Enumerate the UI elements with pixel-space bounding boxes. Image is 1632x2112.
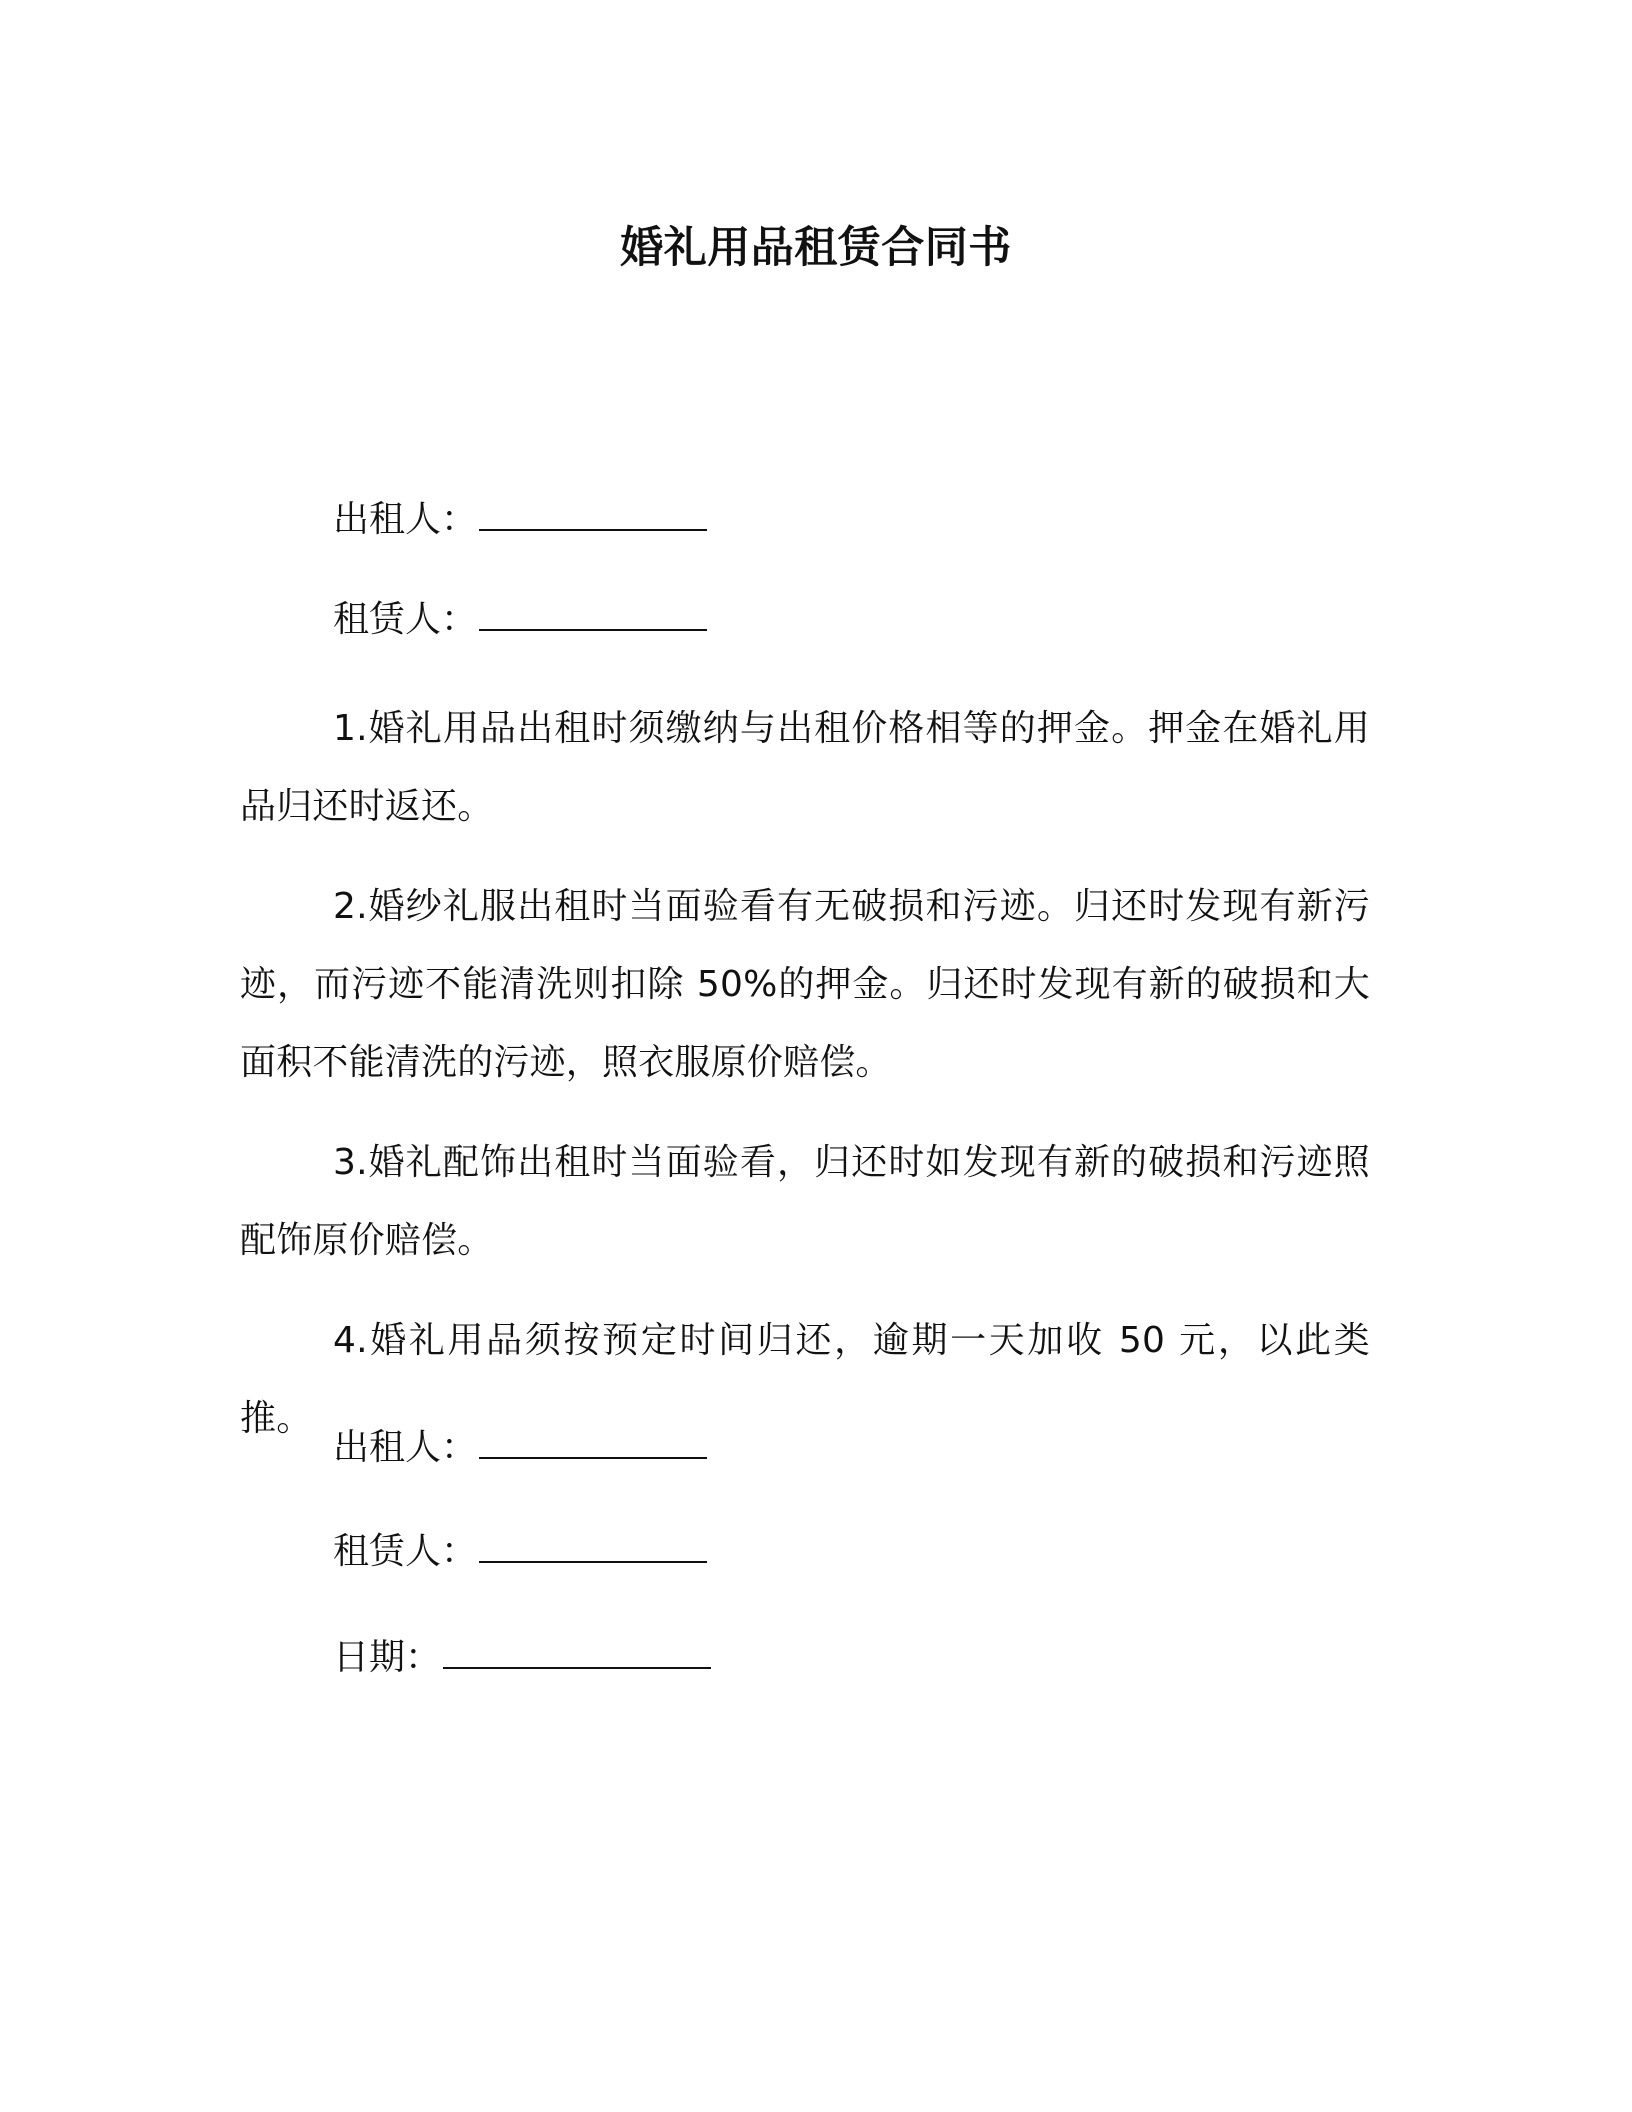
lessor-signature-blank <box>479 1427 707 1459</box>
clause-4: 4.婚礼用品须按预定时间归还，逾期一天加收 50 元，以此类推。 <box>240 1320 1370 1439</box>
lessee-blank <box>479 599 707 631</box>
date-blank <box>443 1637 711 1669</box>
date-label: 日期： <box>333 1637 442 1678</box>
lessee-signature-label: 租赁人： <box>333 1531 478 1572</box>
lessee-signature-blank <box>479 1531 707 1563</box>
lessor-signature-label: 出租人： <box>333 1427 478 1468</box>
lessee-signature-line <box>333 1530 707 1574</box>
date-line <box>333 1636 711 1680</box>
lessor-signature-line <box>333 1426 707 1470</box>
lessor-line-header <box>333 498 707 542</box>
lessee-line-header <box>333 598 707 642</box>
document-title: 婚礼用品租赁合同书 <box>620 223 1012 273</box>
lessor-label: 出租人： <box>333 499 478 540</box>
lessee-label: 租赁人： <box>333 599 478 640</box>
clause-3: 3.婚礼配饰出租时当面验看，归还时如发现有新的破损和污迹照配饰原价赔偿。 <box>240 1142 1370 1261</box>
clause-1: 1.婚礼用品出租时须缴纳与出租价格相等的押金。押金在婚礼用品归还时返还。 <box>240 708 1370 827</box>
lessor-blank <box>479 499 707 531</box>
clause-2: 2.婚纱礼服出租时当面验看有无破损和污迹。归还时发现有新污迹，而污迹不能清洗则扣除 50%的押金。归还时发现有新的破损和大面积不能清洗的污迹，照衣服原价赔偿。 <box>240 886 1370 1083</box>
